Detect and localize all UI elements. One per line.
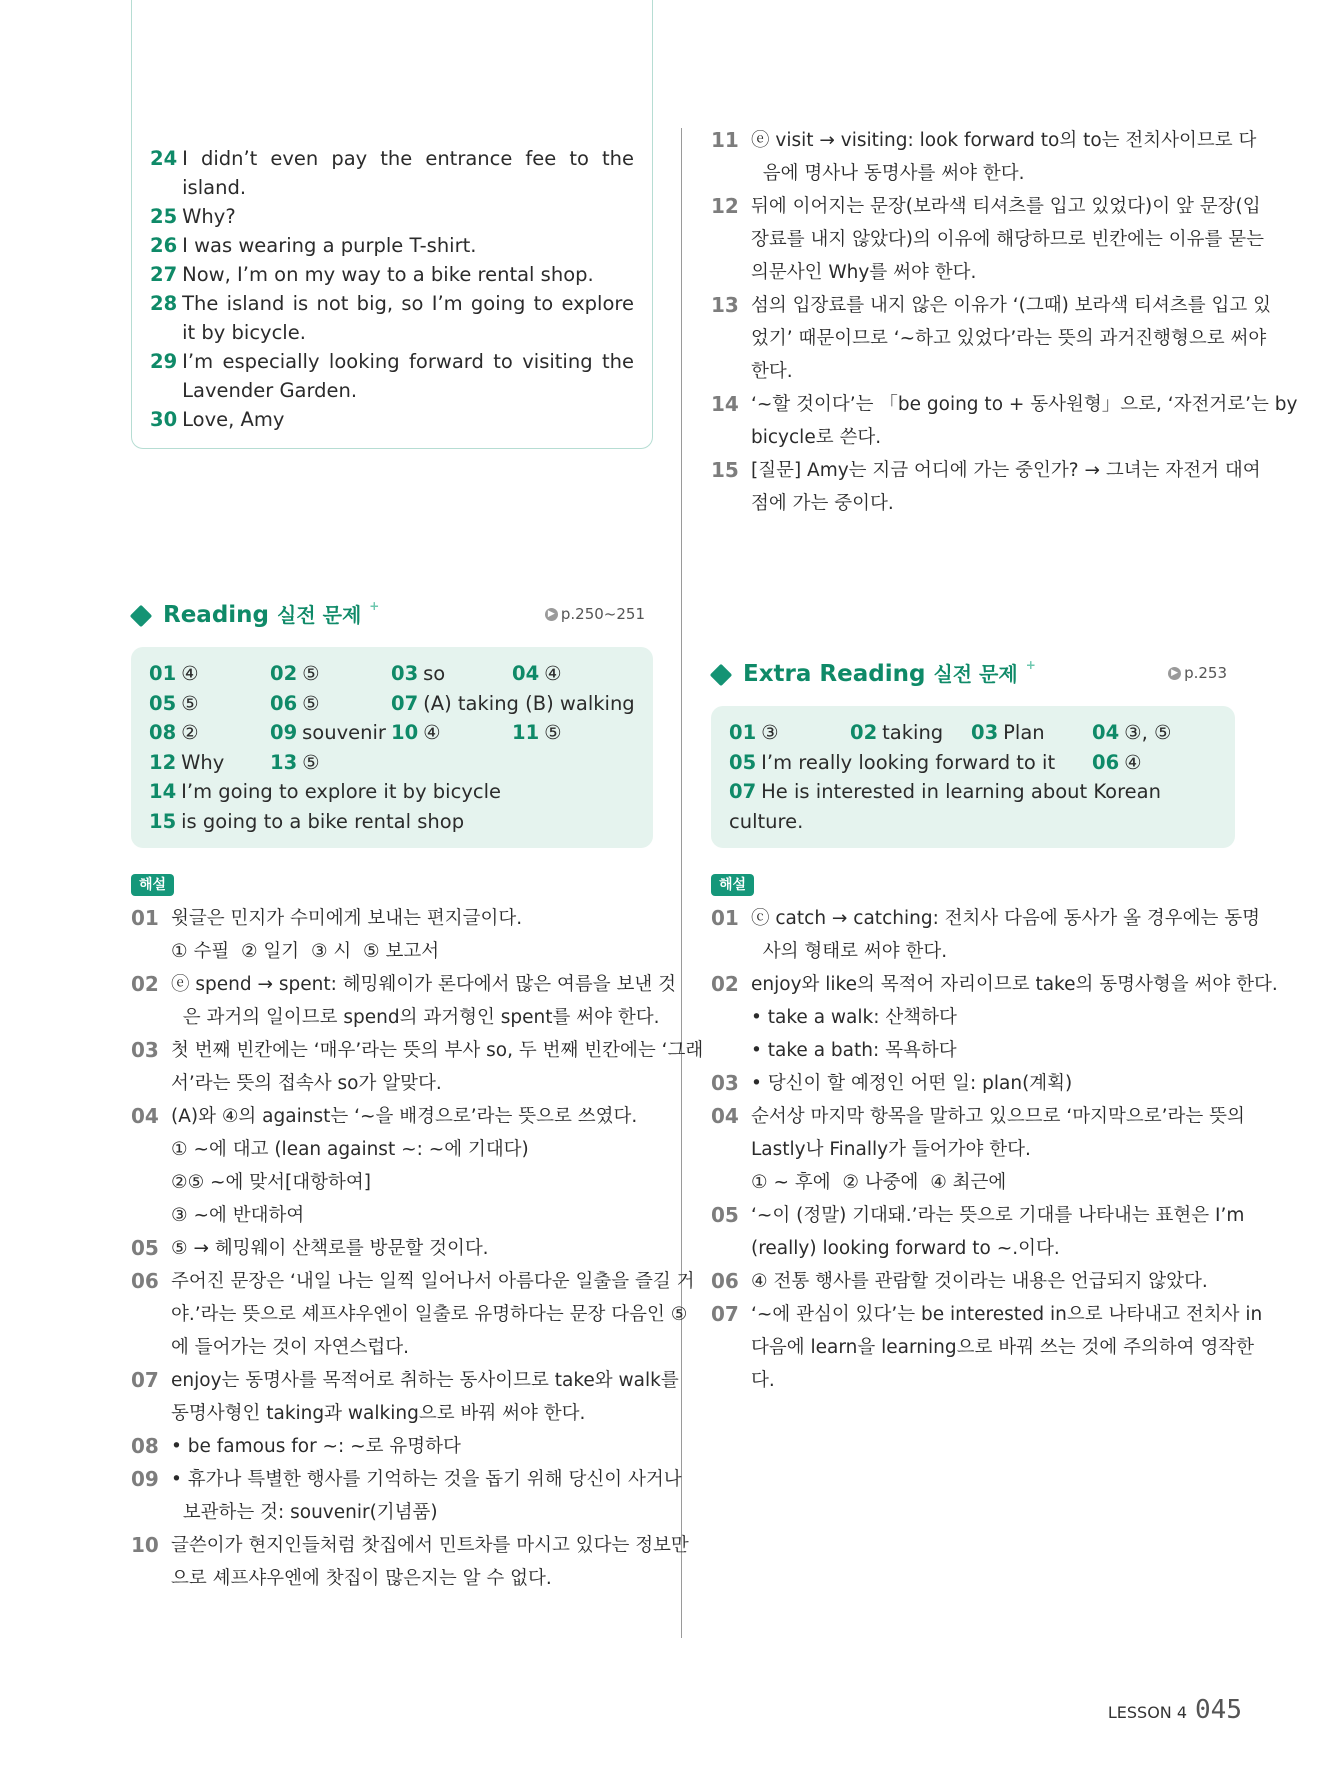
answer-cell (270, 659, 391, 689)
answer-value: ⑤ (302, 662, 320, 685)
explanation-text (751, 1265, 1235, 1298)
explanation-line: ③ ~에 반대하여 (171, 1205, 305, 1226)
explanation-number: 13 (711, 293, 739, 317)
explanation-line: • 당신이 할 예정인 어떤 일: plan(계획) (751, 1073, 1073, 1094)
explanation-text (171, 1463, 682, 1529)
answer-value: He is interested in learning about Korean culture. (729, 780, 1161, 833)
explanation-item (131, 1265, 695, 1364)
extra-title-ko: 실전 문제 (933, 662, 1018, 686)
explanation-line: ②⑤ ~에 맞서[대항하여] (171, 1172, 371, 1193)
line-number: 24 (150, 147, 178, 170)
explanation-line: 에 들어가는 것이 자연스럽다. (171, 1337, 409, 1358)
explanation-line: ① ~에 대고 (lean against ~: ~에 기대다) (171, 1139, 529, 1160)
reading-answer-grid (149, 659, 635, 777)
passage-lines (150, 144, 634, 434)
explanation-line: 음에 명사나 동명사를 써야 한다. (751, 163, 1025, 184)
explanation-number: 02 (131, 972, 159, 996)
passage-line (150, 347, 634, 405)
answer-value: Plan (1003, 721, 1045, 744)
answer-number: 08 (149, 721, 177, 744)
explanation-item (131, 1364, 679, 1430)
answer-number: 01 (729, 721, 757, 744)
answer-value: ④ (544, 662, 562, 685)
arrow-right-icon: ▶ (1168, 667, 1181, 680)
explanation-line: ⓔ spend → spent: 헤밍웨이가 론다에서 많은 여름을 보낸 것 (171, 974, 676, 995)
explanation-line: • take a bath: 목욕하다 (751, 1040, 957, 1061)
explanation-line: ‘~에 관심이 있다’는 be interested in으로 나타내고 전치사 in (751, 1304, 1263, 1325)
answer-cell (1092, 718, 1213, 748)
explanation-number: 06 (711, 1269, 739, 1293)
explanation-item (711, 1265, 1235, 1298)
explanation-line: [질문] Amy는 지금 어디에 가는 중인가? → 그녀는 자전거 대여 (751, 460, 1261, 481)
diamond-icon (130, 605, 153, 628)
explanation-number: 03 (711, 1071, 739, 1095)
answer-number: 12 (149, 750, 177, 774)
answer-number: 07 (729, 780, 757, 803)
answer-value: ⑤ (302, 750, 320, 774)
page-ref-text: p.250~251 (560, 605, 645, 623)
answer-cell (512, 748, 633, 778)
explanation-item (131, 902, 653, 968)
explanation-text (171, 1529, 689, 1595)
answer-number: 06 (270, 691, 298, 715)
explanation-line: 글쓴이가 현지인들처럼 찻집에서 민트차를 마시고 있다는 정보만 (171, 1535, 689, 1556)
explanation-item (131, 1232, 653, 1265)
answer-cell (512, 659, 633, 689)
explanation-item (711, 902, 1261, 968)
explanation-line: 동명사형인 taking과 walking으로 바꿔 써야 한다. (171, 1403, 586, 1424)
passage-box (131, 0, 653, 449)
passage-line (150, 202, 634, 231)
explanation-line: 주어진 문장은 ‘내일 나는 일찍 일어나서 아름다운 일출을 즐길 거 (171, 1271, 695, 1292)
explanation-line: • be famous for ~: ~로 유명하다 (171, 1436, 461, 1457)
page-footer (1108, 1695, 1242, 1725)
passage-line (150, 231, 634, 260)
explanation-line: ⑤ → 헤밍웨이 산책로를 방문할 것이다. (171, 1238, 489, 1259)
answer-number: 09 (270, 721, 298, 744)
explanation-item (711, 1199, 1245, 1265)
answer-value: Why (181, 750, 225, 774)
answer-number: 03 (391, 662, 419, 685)
explanation-text (751, 454, 1261, 520)
explanation-line: 첫 번째 빈칸에는 ‘매우’라는 뜻의 부사 so, 두 번째 빈칸에는 ‘그래 (171, 1040, 704, 1061)
answer-number: 14 (149, 780, 177, 803)
extra-answer-box (711, 706, 1235, 848)
answer-cell (270, 718, 391, 748)
answer-value: I’m going to explore it by bicycle (181, 780, 501, 803)
answer-value: ⑤ (181, 691, 199, 715)
explanation-line: enjoy는 동명사를 목적어로 취하는 동사이므로 take와 walk를 (171, 1370, 679, 1391)
answer-value: ④ (1124, 750, 1142, 774)
lesson-label: LESSON 4 (1107, 1703, 1188, 1722)
explanation-text (751, 190, 1264, 289)
answer-cell (391, 689, 635, 719)
explanation-line: Lastly나 Finally가 들어가야 한다. (751, 1139, 1031, 1160)
explanation-text (171, 968, 676, 1034)
explanation-number: 05 (711, 1203, 739, 1227)
explanation-number: 08 (131, 1434, 159, 1458)
explanation-item (711, 1298, 1263, 1397)
passage-line (150, 405, 634, 434)
explanation-number: 01 (711, 906, 739, 930)
answer-cell (149, 659, 270, 689)
explanation-line: 장료를 내지 않았다)의 이유에 해당하므로 빈칸에는 이유를 묻는 (751, 229, 1265, 250)
answer-number: 02 (850, 721, 878, 744)
explanation-line: 서’라는 뜻의 접속사 so가 알맞다. (171, 1073, 442, 1094)
explanation-line: ‘~할 것이다’는 「be going to + 동사원형」으로, ‘자전거로’는 by (751, 394, 1298, 415)
explanation-line: (A)와 ④의 against는 ‘~을 배경으로’라는 뜻으로 쓰였다. (171, 1106, 638, 1127)
explanation-text (751, 1067, 1235, 1100)
explanation-text (171, 1232, 653, 1265)
line-number: 28 (150, 292, 178, 315)
explanation-line: 으로 셰프샤우엔에 찻집이 많은지는 알 수 없다. (171, 1568, 552, 1589)
explanation-number: 05 (131, 1236, 159, 1260)
explanation-item (131, 1430, 653, 1463)
page-number: 045 (1195, 1695, 1242, 1725)
explanation-text (751, 388, 1297, 454)
explanation-number: 15 (711, 458, 739, 482)
explanation-number: 02 (711, 972, 739, 996)
answer-row (149, 807, 635, 837)
explanation-line: 은 과거의 일이므로 spend의 과거형인 spent를 써야 한다. (171, 1007, 660, 1028)
answer-value: souvenir (302, 721, 386, 744)
explanation-line: 윗글은 민지가 수미에게 보내는 편지글이다. (171, 908, 523, 929)
explanation-text (751, 1199, 1244, 1265)
line-text: Now, I’m on my way to a bike rental shop. (182, 263, 594, 286)
answer-cell (270, 689, 391, 719)
explanation-line: 었기’ 때문이므로 ‘~하고 있었다’라는 뜻의 과거진행형으로 써야 (751, 328, 1267, 349)
explanation-line: • 휴가나 특별한 행사를 기억하는 것을 돕기 위해 당신이 사거나 (171, 1469, 682, 1490)
extra-answer-row (729, 777, 1217, 836)
line-number: 29 (150, 350, 178, 373)
explanation-badge: 해설 (131, 874, 174, 896)
explanation-text (751, 124, 1256, 190)
line-text: I’m especially looking forward to visiting the Lavender Garden. (182, 350, 634, 402)
explanation-line: 의문사인 Why를 써야 한다. (751, 262, 977, 283)
explanation-text (171, 1265, 694, 1364)
answer-number: 07 (391, 691, 419, 715)
explanation-number: 04 (131, 1104, 159, 1128)
line-number: 27 (150, 263, 178, 286)
line-text: I was wearing a purple T-shirt. (182, 234, 477, 257)
explanation-line: 보관하는 것: souvenir(기념품) (171, 1502, 438, 1523)
plus-mark: + (1025, 658, 1036, 672)
answer-cell (270, 748, 391, 778)
explanation-text (751, 289, 1271, 388)
explanation-item (131, 968, 676, 1034)
explanation-item (711, 289, 1272, 388)
explanation-item (131, 1463, 682, 1529)
explanation-text (171, 1364, 679, 1430)
explanation-item (711, 1100, 1245, 1199)
line-text: I didn’t even pay the entrance fee to the island. (182, 147, 634, 199)
explanation-number: 07 (711, 1302, 739, 1326)
answer-value: ③, ⑤ (1124, 721, 1172, 744)
reading-answer-long (149, 777, 635, 836)
explanation-item (711, 968, 1278, 1067)
answer-value: ③ (761, 721, 779, 744)
explanation-item (131, 1529, 689, 1595)
explanation-number: 04 (711, 1104, 739, 1128)
explanation-item (131, 1100, 653, 1232)
answer-cell (149, 748, 270, 778)
answer-value: taking (882, 721, 944, 744)
extra-title (743, 658, 1036, 687)
answer-value: ④ (423, 721, 441, 744)
line-text: Why? (182, 205, 236, 228)
explanation-line: ① 수필 ② 일기 ③ 시 ⑤ 보고서 (171, 941, 440, 962)
explanation-line: ⓔ visit → visiting: look forward to의 to는 전치사이므로 다 (751, 130, 1257, 151)
answer-cell (850, 718, 971, 748)
right-column (711, 128, 1298, 1397)
answer-number: 04 (512, 662, 540, 685)
extra-page-ref (1168, 664, 1227, 682)
answer-value: ② (181, 721, 199, 744)
explanation-number: 07 (131, 1368, 159, 1392)
explanation-line: 순서상 마지막 항목을 말하고 있으므로 ‘마지막으로’라는 뜻의 (751, 1106, 1245, 1127)
left-column (131, 128, 704, 1595)
explanation-line: 사의 형태로 써야 한다. (751, 941, 948, 962)
explanation-line: ⓒ catch → catching: 전치사 다음에 동사가 올 경우에는 동명 (751, 908, 1261, 929)
explanation-line: ④ 전통 행사를 관람할 것이라는 내용은 언급되지 않았다. (751, 1271, 1208, 1292)
answer-number: 11 (512, 721, 540, 744)
explanation-number: 11 (711, 128, 739, 152)
explanation-badge: 해설 (711, 874, 754, 896)
explanation-text (171, 1034, 703, 1100)
answer-number: 03 (971, 721, 999, 744)
answer-number: 02 (270, 662, 298, 685)
answer-number: 05 (149, 691, 177, 715)
explanation-text (171, 902, 653, 968)
passage-line (150, 144, 634, 202)
extra-title-en: Extra Reading (743, 661, 926, 687)
explanation-line: ① ~ 후에 ② 나중에 ④ 최근에 (751, 1172, 1007, 1193)
column-divider (681, 128, 682, 1638)
reading-explanations (131, 902, 704, 1595)
diamond-icon (710, 664, 733, 687)
line-text: The island is not big, so I’m going to explore it by bicycle. (182, 292, 634, 344)
explanation-line: 야.’라는 뜻으로 셰프샤우엔이 일출로 유명하다는 문장 다음인 ⑤ (171, 1304, 688, 1325)
reading-page-ref (545, 605, 645, 623)
explanation-item (711, 454, 1261, 520)
answer-number: 04 (1092, 721, 1120, 744)
explanation-text (751, 902, 1260, 968)
answer-cell (512, 718, 633, 748)
explanation-item (711, 190, 1265, 289)
answer-cell (971, 718, 1092, 748)
explanation-line: bicycle로 쓴다. (751, 427, 882, 448)
answer-cell (729, 718, 850, 748)
extra-answer-row (729, 748, 1217, 778)
explanation-text (751, 1100, 1245, 1199)
line-number: 25 (150, 205, 178, 228)
explanation-number: 03 (131, 1038, 159, 1062)
answer-number: 01 (149, 662, 177, 685)
answer-number: 06 (1092, 750, 1120, 774)
explanation-line: (really) looking forward to ~.이다. (751, 1238, 1060, 1259)
reading-explanations-continued (711, 124, 1298, 520)
explanation-text (171, 1100, 653, 1232)
explanation-line: 뒤에 이어지는 문장(보라색 티셔츠를 입고 있었다)이 앞 문장(입 (751, 196, 1261, 217)
reading-section-header (131, 599, 653, 635)
reading-title (163, 599, 379, 628)
explanation-item (131, 1034, 704, 1100)
explanation-number: 01 (131, 906, 159, 930)
line-number: 30 (150, 408, 178, 431)
explanation-item (711, 388, 1298, 454)
explanation-number: 12 (711, 194, 739, 218)
answer-value: ⑤ (544, 721, 562, 744)
explanation-line: ‘~이 (정말) 기대돼.’라는 뜻으로 기대를 나타내는 표현은 I’m (751, 1205, 1245, 1226)
answer-cell (149, 718, 270, 748)
reading-answer-box (131, 647, 653, 848)
extra-explanations (711, 902, 1278, 1397)
explanation-text (751, 968, 1278, 1067)
answer-value: is going to a bike rental shop (181, 809, 465, 833)
answer-value: so (423, 662, 446, 685)
explanation-text (751, 1298, 1262, 1397)
explanation-line: • take a walk: 산책하다 (751, 1007, 957, 1028)
reading-title-ko: 실전 문제 (277, 603, 362, 627)
explanation-item (711, 124, 1257, 190)
explanation-line: 다음에 learn을 learning으로 바꿔 쓰는 것에 주의하여 영작한 (751, 1337, 1255, 1358)
answer-cell (391, 748, 512, 778)
answer-number: 15 (149, 809, 177, 833)
answer-number: 05 (729, 750, 757, 774)
reading-title-en: Reading (163, 602, 270, 628)
answer-cell (391, 718, 512, 748)
explanation-line: 다. (751, 1370, 775, 1391)
explanation-number: 10 (131, 1533, 159, 1557)
explanation-item (711, 1067, 1235, 1100)
answer-number: 10 (391, 721, 419, 744)
explanation-line: enjoy와 like의 목적어 자리이므로 take의 동명사형을 써야 한다. (751, 974, 1278, 995)
answer-cell (149, 689, 270, 719)
plus-mark: + (369, 599, 380, 613)
explanation-number: 06 (131, 1269, 159, 1293)
answer-row (149, 777, 635, 807)
answer-value: (A) taking (B) walking (423, 691, 635, 715)
answer-number: 13 (270, 750, 298, 774)
extra-answer-row (729, 718, 1217, 748)
explanation-line: 점에 가는 중이다. (751, 493, 894, 514)
answer-cell (391, 659, 512, 689)
explanation-line: 섬의 입장료를 내지 않은 이유가 ‘(그때) 보라색 티셔츠를 입고 있 (751, 295, 1272, 316)
passage-line (150, 289, 634, 347)
line-text: Love, Amy (182, 408, 285, 431)
extra-section-header (711, 658, 1235, 694)
line-number: 26 (150, 234, 178, 257)
explanation-line: 한다. (751, 361, 793, 382)
answer-cell (512, 689, 633, 719)
answer-value: ④ (181, 662, 199, 685)
answer-value: I’m really looking forward to it (761, 750, 1056, 774)
page-ref-text: p.253 (1184, 664, 1227, 682)
answer-value: ⑤ (302, 691, 320, 715)
explanation-number: 09 (131, 1467, 159, 1491)
explanation-text (171, 1430, 653, 1463)
passage-line (150, 260, 634, 289)
arrow-right-icon: ▶ (545, 608, 558, 621)
explanation-number: 14 (711, 392, 739, 416)
